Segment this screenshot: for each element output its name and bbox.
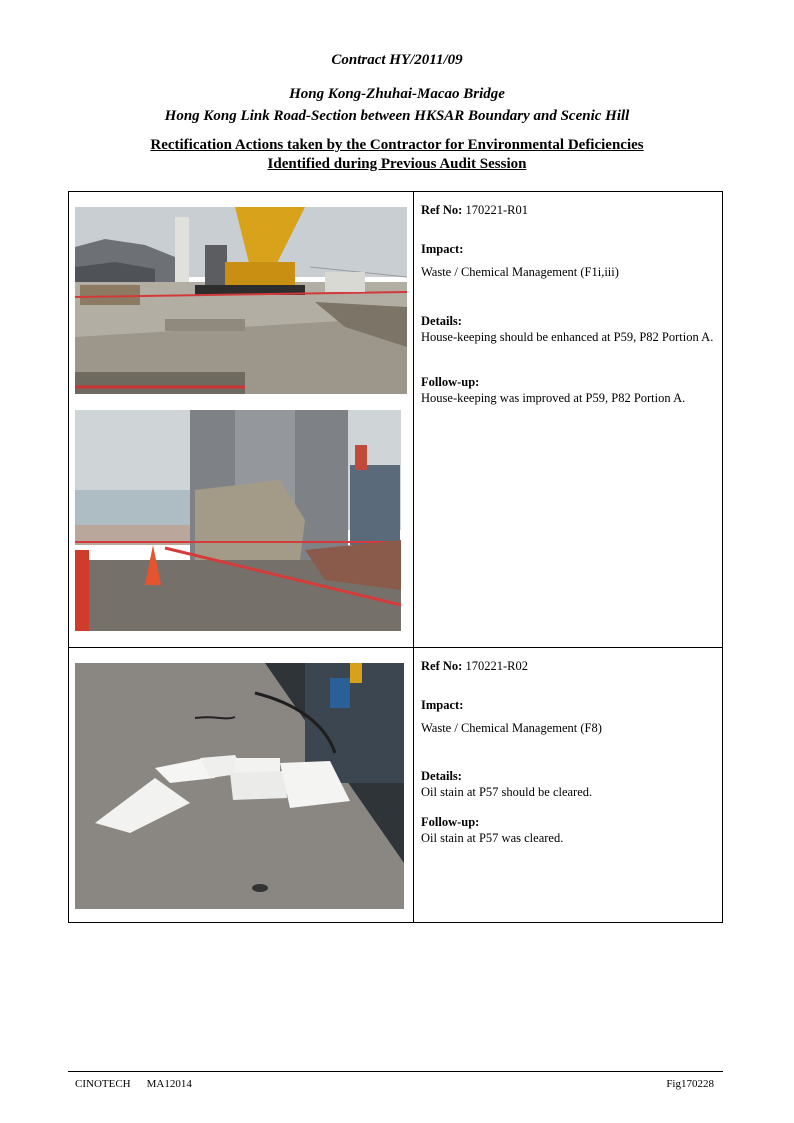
contract-number: Contract HY/2011/09 [331,52,463,68]
details-block [421,313,719,345]
followup-block [421,814,719,846]
details-block [421,768,719,800]
photo-cell [69,648,414,922]
footer-company [75,1078,192,1090]
report-title-line2: Identified during Previous Audit Session [267,156,527,172]
details-text: House-keeping should be enhanced at P59, P82 Portion A. [421,330,714,344]
ref-value: 170221-R02 [465,659,528,673]
footer-code: MA12014 [146,1078,192,1090]
impact-label: Impact: [421,698,464,712]
project-name: Hong Kong-Zhuhai-Macao Bridge [289,86,505,102]
followup-text: Oil stain at P57 was cleared. [421,831,564,845]
ref-value: 170221-R01 [465,203,528,217]
impact-block [421,241,719,257]
impact-text: Waste / Chemical Management (F8) [421,721,602,735]
followup-block [421,374,719,406]
details-cell [414,192,722,647]
site-photo-oil-stain [75,663,404,909]
footer-divider [68,1071,723,1072]
ref-number [421,203,528,218]
details-label: Details: [421,314,462,328]
footer-company-name: CINOTECH [75,1078,131,1090]
site-photo-pier-barrier [75,410,401,631]
table-row [69,192,722,648]
impact-block [421,697,719,713]
details-text: Oil stain at P57 should be cleared. [421,785,593,799]
ref-label: Ref No: [421,203,463,217]
rectification-table [68,191,723,923]
followup-label: Follow-up: [421,815,480,829]
table-row [69,648,722,922]
site-photo-deck-crane [75,207,407,394]
impact-text: Waste / Chemical Management (F1i,iii) [421,265,619,279]
footer-figure: Fig170228 [666,1078,714,1090]
impact-label: Impact: [421,242,464,256]
ref-label: Ref No: [421,659,463,673]
project-section: Hong Kong Link Road-Section between HKSAR Boundary and Scenic Hill [164,108,630,124]
ref-number [421,659,528,674]
followup-label: Follow-up: [421,375,480,389]
details-cell [414,648,722,922]
photo-cell [69,192,414,647]
details-label: Details: [421,769,462,783]
report-title-line1: Rectification Actions taken by the Contractor for Environmental Deficiencies [150,137,644,153]
followup-text: House-keeping was improved at P59, P82 Portion A. [421,391,686,405]
